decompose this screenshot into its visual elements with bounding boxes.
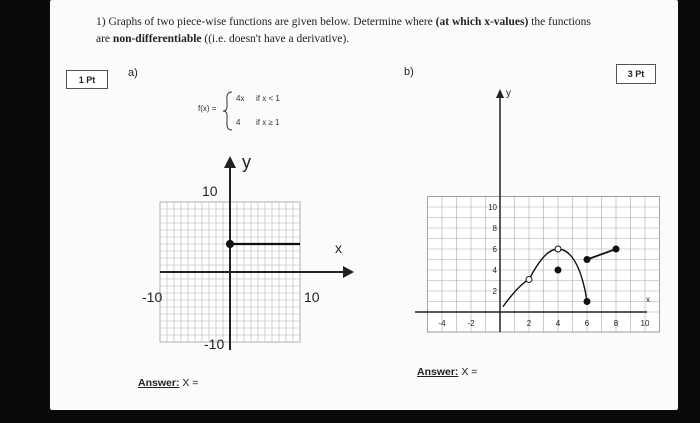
graph-b-point	[526, 276, 532, 282]
piecewise-brace	[222, 90, 234, 132]
graph-b-tick-x: -4	[438, 319, 446, 328]
graph-b-y-arrow	[496, 89, 504, 98]
graph-b-tick-x: -2	[467, 319, 475, 328]
graph-b-tick-y: 8	[492, 224, 497, 233]
points-badge-a: 1 Pt	[66, 70, 108, 89]
piece1-cond: if x < 1	[256, 94, 280, 103]
part-a-label: a)	[128, 67, 138, 79]
answer-b: Answer: X =	[417, 366, 478, 378]
worksheet-page	[50, 0, 678, 410]
piece2-expr: 4	[236, 118, 241, 127]
graph-b-point	[555, 267, 561, 273]
question-line-1: 1) Graphs of two piece-wise functions are given below. Determine where (at which x-values) the functions	[96, 16, 591, 28]
piece1-expr: 4x	[236, 94, 245, 103]
graph-b-point	[613, 246, 619, 252]
graph-a-tick-x-10: 10	[304, 289, 320, 305]
graph-a	[140, 150, 370, 355]
graph-a-point	[227, 241, 234, 248]
graph-b-y-label: y	[506, 88, 511, 99]
part-b-label: b)	[404, 66, 414, 78]
graph-a-tick-x-neg10: -10	[142, 289, 163, 305]
graph-b-tick-x: 10	[640, 319, 650, 328]
graph-b-tick-y: 2	[492, 287, 497, 296]
function-name: f(x) =	[198, 104, 217, 113]
graph-b-point	[584, 257, 590, 263]
graph-b-point	[555, 246, 561, 252]
graph-a-y-label: y	[242, 152, 251, 172]
answer-a: Answer: X =	[138, 377, 199, 389]
graph-b-tick-y: 6	[492, 245, 497, 254]
question-line-2: are non-differentiable ((i.e. doesn't have a derivative).	[96, 33, 350, 45]
graph-b-tick-y: 10	[488, 203, 497, 212]
graph-b-tick-x: 8	[613, 319, 619, 328]
graph-a-tick-y-neg10: -10	[204, 336, 225, 352]
graph-a-y-arrow	[224, 156, 236, 168]
graph-b-tick-y: 4	[492, 266, 497, 275]
graph-b-point	[584, 299, 590, 305]
graph-b-tick-x: 2	[526, 319, 532, 328]
graph-b-x-label: x	[646, 295, 650, 304]
graph-b-tick-x: 6	[584, 319, 590, 328]
piece2-cond: if x ≥ 1	[256, 118, 280, 127]
graph-a-x-arrow	[343, 266, 354, 278]
graph-b-tick-x: 4	[555, 319, 561, 328]
question-text	[96, 14, 678, 48]
graph-a-tick-y-10: 10	[202, 183, 218, 199]
graph-a-x-label: x	[335, 240, 342, 256]
points-badge-b: 3 Pt	[616, 64, 656, 84]
graph-b	[415, 80, 665, 340]
